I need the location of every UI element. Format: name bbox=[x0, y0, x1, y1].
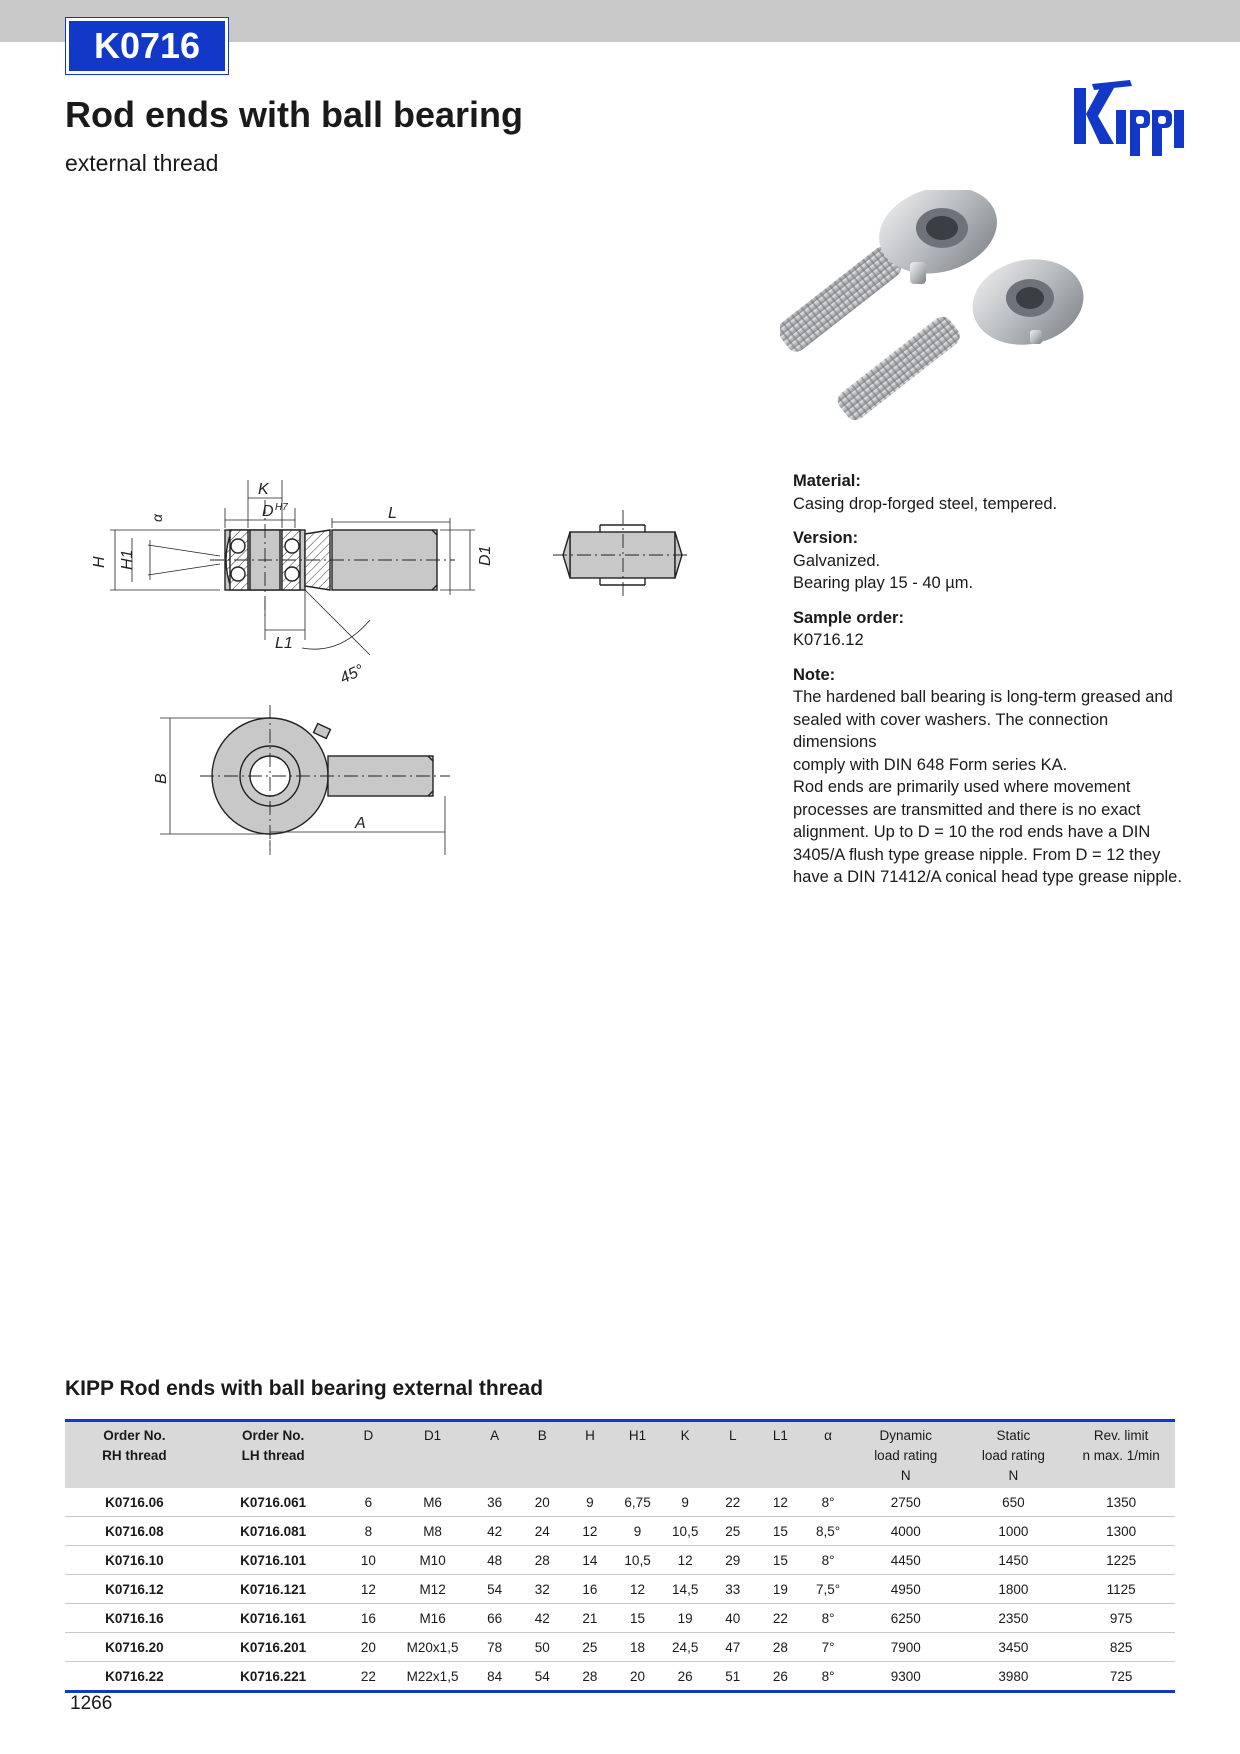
table-cell: 10,5 bbox=[661, 1517, 709, 1546]
table-cell: 1300 bbox=[1067, 1517, 1175, 1546]
column-header bbox=[661, 1421, 709, 1489]
spec-block bbox=[793, 527, 1183, 595]
table-cell: M22x1,5 bbox=[394, 1662, 471, 1692]
column-header-line: Order No. bbox=[103, 1428, 166, 1443]
table-cell: 36 bbox=[471, 1488, 519, 1517]
table-cell: 84 bbox=[471, 1662, 519, 1692]
column-header-line: Order No. bbox=[241, 1428, 305, 1443]
table-cell: 12 bbox=[566, 1517, 614, 1546]
dimensions-table bbox=[65, 1419, 1175, 1693]
spec-label: Material: bbox=[793, 472, 861, 490]
table-cell: 9 bbox=[661, 1488, 709, 1517]
column-header bbox=[960, 1421, 1068, 1489]
table-cell: K0716.081 bbox=[204, 1517, 343, 1546]
dim-label-d1: D1 bbox=[477, 545, 494, 566]
spec-line: K0716.12 bbox=[793, 631, 864, 649]
table-cell: K0716.12 bbox=[65, 1575, 204, 1604]
table-cell: 28 bbox=[757, 1633, 805, 1662]
spec-label: Version: bbox=[793, 529, 859, 547]
table-cell: 1350 bbox=[1067, 1488, 1175, 1517]
spec-line: alignment. Up to D = 10 the rod ends have a DIN bbox=[793, 823, 1151, 841]
column-header-line: L1 bbox=[772, 1428, 788, 1443]
table-row bbox=[65, 1633, 1175, 1662]
table-cell: 14,5 bbox=[661, 1575, 709, 1604]
table-cell: 28 bbox=[566, 1662, 614, 1692]
table-cell: 1000 bbox=[960, 1517, 1068, 1546]
product-photo bbox=[780, 190, 1130, 440]
spec-line: 3405/A flush type grease nipple. From D = 12 they bbox=[793, 845, 1161, 864]
spec-line: Galvanized. bbox=[793, 551, 881, 570]
table-cell: 25 bbox=[566, 1633, 614, 1662]
table-cell: 2750 bbox=[852, 1488, 960, 1517]
table-cell: 20 bbox=[614, 1662, 662, 1692]
table-cell: 19 bbox=[757, 1575, 805, 1604]
table-cell: 3450 bbox=[960, 1633, 1068, 1662]
table-title: KIPP Rod ends with ball bearing external thread bbox=[65, 1377, 544, 1400]
table-cell: M10 bbox=[394, 1546, 471, 1575]
table-cell: 825 bbox=[1067, 1633, 1175, 1662]
table-cell: 47 bbox=[709, 1633, 757, 1662]
table-cell: 24 bbox=[519, 1517, 567, 1546]
table-row bbox=[65, 1546, 1175, 1575]
spec-block bbox=[793, 607, 1183, 652]
table-cell: 16 bbox=[566, 1575, 614, 1604]
table-cell: M16 bbox=[394, 1604, 471, 1633]
dim-label-angle: 45° bbox=[337, 661, 367, 688]
table-cell: 50 bbox=[519, 1633, 567, 1662]
table-header-row bbox=[65, 1421, 1175, 1489]
dim-label-h: H bbox=[91, 556, 108, 568]
dim-label-l1: L1 bbox=[275, 635, 293, 652]
table-cell: 6,75 bbox=[614, 1488, 662, 1517]
column-header-line: LH thread bbox=[241, 1448, 305, 1463]
column-header-line: D1 bbox=[423, 1428, 442, 1443]
column-header-line: load rating bbox=[981, 1448, 1045, 1463]
column-header-line: K bbox=[680, 1428, 690, 1443]
technical-drawing bbox=[70, 480, 710, 860]
table-cell: 32 bbox=[519, 1575, 567, 1604]
table-cell: 28 bbox=[519, 1546, 567, 1575]
table-cell: K0716.121 bbox=[204, 1575, 343, 1604]
table-cell: 8° bbox=[804, 1488, 852, 1517]
column-header-line: Rev. limit bbox=[1093, 1428, 1149, 1443]
table-cell: 54 bbox=[519, 1662, 567, 1692]
column-header bbox=[804, 1421, 852, 1489]
table-row bbox=[65, 1662, 1175, 1692]
page-title: Rod ends with ball bearing bbox=[65, 94, 524, 135]
column-header-line: B bbox=[537, 1428, 547, 1443]
table-cell: 25 bbox=[709, 1517, 757, 1546]
table-cell: 975 bbox=[1067, 1604, 1175, 1633]
table-cell: 12 bbox=[343, 1575, 395, 1604]
table-cell: 20 bbox=[343, 1633, 395, 1662]
table-cell: 4950 bbox=[852, 1575, 960, 1604]
dim-label-l: L bbox=[388, 505, 397, 522]
table-cell: 3980 bbox=[960, 1662, 1068, 1692]
column-header bbox=[394, 1421, 471, 1489]
table-cell: 1225 bbox=[1067, 1546, 1175, 1575]
specifications-block bbox=[793, 470, 1183, 901]
table-cell: K0716.201 bbox=[204, 1633, 343, 1662]
table-cell: 9 bbox=[566, 1488, 614, 1517]
table-cell: M8 bbox=[394, 1517, 471, 1546]
column-header-line: load rating bbox=[874, 1448, 938, 1463]
table-cell: 26 bbox=[757, 1662, 805, 1692]
table-cell: 66 bbox=[471, 1604, 519, 1633]
table-row bbox=[65, 1517, 1175, 1546]
table-cell: 15 bbox=[614, 1604, 662, 1633]
column-header-line: α bbox=[824, 1428, 832, 1443]
table-cell: 8° bbox=[804, 1604, 852, 1633]
table-cell: M12 bbox=[394, 1575, 471, 1604]
spec-line: comply with DIN 648 Form series KA. bbox=[793, 755, 1068, 774]
table-cell: 2350 bbox=[960, 1604, 1068, 1633]
dim-label-a: A bbox=[355, 815, 366, 832]
table-cell: K0716.06 bbox=[65, 1488, 204, 1517]
table-cell: 9 bbox=[614, 1517, 662, 1546]
table-cell: 10 bbox=[343, 1546, 395, 1575]
column-header-line: Static bbox=[996, 1428, 1031, 1443]
table-cell: 26 bbox=[661, 1662, 709, 1692]
kipp-logo-icon bbox=[1070, 76, 1190, 158]
table-cell: 7,5° bbox=[804, 1575, 852, 1604]
spec-line: Rod ends are primarily used where movement bbox=[793, 778, 1131, 796]
dim-label-dh7: H7 bbox=[275, 502, 288, 513]
table-cell: 7900 bbox=[852, 1633, 960, 1662]
table-row bbox=[65, 1575, 1175, 1604]
column-header-line: n max. 1/min bbox=[1082, 1448, 1160, 1463]
dim-label-d: D bbox=[262, 503, 274, 520]
dim-label-alpha: α bbox=[149, 514, 165, 522]
spec-line: sealed with cover washers. The connection dimensions bbox=[793, 710, 1109, 751]
column-header-line: H1 bbox=[628, 1428, 647, 1443]
page-subtitle: external thread bbox=[65, 150, 219, 176]
table-cell: 42 bbox=[471, 1517, 519, 1546]
table-cell: 9300 bbox=[852, 1662, 960, 1692]
table-cell: 40 bbox=[709, 1604, 757, 1633]
table-cell: K0716.16 bbox=[65, 1604, 204, 1633]
table-cell: 8° bbox=[804, 1546, 852, 1575]
table-cell: 18 bbox=[614, 1633, 662, 1662]
table-cell: M20x1,5 bbox=[394, 1633, 471, 1662]
table-cell: 22 bbox=[757, 1604, 805, 1633]
table-cell: 650 bbox=[960, 1488, 1068, 1517]
table-cell: 6250 bbox=[852, 1604, 960, 1633]
table-cell: 51 bbox=[709, 1662, 757, 1692]
table-cell: M6 bbox=[394, 1488, 471, 1517]
column-header-line: Dynamic bbox=[879, 1428, 932, 1443]
table-cell: 12 bbox=[757, 1488, 805, 1517]
spec-block bbox=[793, 664, 1183, 889]
column-header-line: N bbox=[900, 1468, 911, 1483]
spec-line: The hardened ball bearing is long-term greased and bbox=[793, 688, 1173, 706]
column-header bbox=[519, 1421, 567, 1489]
spec-line: processes are transmitted and there is no exact bbox=[793, 800, 1141, 819]
column-header-line: RH thread bbox=[102, 1448, 167, 1463]
table-cell: 15 bbox=[757, 1517, 805, 1546]
table-cell: K0716.10 bbox=[65, 1546, 204, 1575]
column-header bbox=[343, 1421, 395, 1489]
table-cell: 1125 bbox=[1067, 1575, 1175, 1604]
table-cell: 8° bbox=[804, 1662, 852, 1692]
table-cell: K0716.221 bbox=[204, 1662, 343, 1692]
dim-label-b: B bbox=[153, 773, 170, 784]
table-cell: 4000 bbox=[852, 1517, 960, 1546]
table-cell: K0716.101 bbox=[204, 1546, 343, 1575]
spec-line: Casing drop-forged steel, tempered. bbox=[793, 494, 1058, 513]
table-cell: 54 bbox=[471, 1575, 519, 1604]
column-header bbox=[65, 1421, 204, 1489]
spec-line: Bearing play 15 - 40 µm. bbox=[793, 574, 974, 592]
table-cell: K0716.061 bbox=[204, 1488, 343, 1517]
column-header bbox=[709, 1421, 757, 1489]
table-cell: 78 bbox=[471, 1633, 519, 1662]
table-cell: K0716.20 bbox=[65, 1633, 204, 1662]
table-row bbox=[65, 1488, 1175, 1517]
spec-label: Note: bbox=[793, 665, 836, 684]
table-cell: 725 bbox=[1067, 1662, 1175, 1692]
column-header bbox=[1067, 1421, 1175, 1489]
table-cell: 12 bbox=[614, 1575, 662, 1604]
table-cell: K0716.161 bbox=[204, 1604, 343, 1633]
table-cell: 10,5 bbox=[614, 1546, 662, 1575]
table-cell: K0716.08 bbox=[65, 1517, 204, 1546]
column-header-line: D bbox=[363, 1428, 374, 1443]
table-cell: 22 bbox=[343, 1662, 395, 1692]
spec-block bbox=[793, 470, 1183, 515]
table-cell: 8,5° bbox=[804, 1517, 852, 1546]
table-cell: 4450 bbox=[852, 1546, 960, 1575]
column-header bbox=[471, 1421, 519, 1489]
table-cell: 1450 bbox=[960, 1546, 1068, 1575]
table-cell: 6 bbox=[343, 1488, 395, 1517]
table-cell: 21 bbox=[566, 1604, 614, 1633]
spec-line: have a DIN 71412/A conical head type grease nipple. bbox=[793, 868, 1182, 886]
product-code-badge: K0716 bbox=[66, 18, 228, 74]
column-header bbox=[614, 1421, 662, 1489]
table-cell: 29 bbox=[709, 1546, 757, 1575]
table-cell: 16 bbox=[343, 1604, 395, 1633]
table-cell: 33 bbox=[709, 1575, 757, 1604]
dim-label-h1: H1 bbox=[119, 549, 136, 570]
table-cell: 48 bbox=[471, 1546, 519, 1575]
column-header bbox=[204, 1421, 343, 1489]
table-cell: 15 bbox=[757, 1546, 805, 1575]
table-cell: 7° bbox=[804, 1633, 852, 1662]
column-header-line: L bbox=[729, 1428, 737, 1443]
table-row bbox=[65, 1604, 1175, 1633]
table-cell: K0716.22 bbox=[65, 1662, 204, 1692]
column-header-line: A bbox=[490, 1428, 500, 1443]
spec-label: Sample order: bbox=[793, 608, 904, 627]
table-cell: 14 bbox=[566, 1546, 614, 1575]
table-cell: 12 bbox=[661, 1546, 709, 1575]
column-header-line: N bbox=[1008, 1468, 1019, 1483]
table-cell: 1800 bbox=[960, 1575, 1068, 1604]
table-cell: 24,5 bbox=[661, 1633, 709, 1662]
table-cell: 8 bbox=[343, 1517, 395, 1546]
dim-label-k: K bbox=[258, 481, 269, 498]
table-cell: 20 bbox=[519, 1488, 567, 1517]
page-number: 1266 bbox=[70, 1693, 113, 1714]
table-cell: 42 bbox=[519, 1604, 567, 1633]
table-cell: 22 bbox=[709, 1488, 757, 1517]
column-header bbox=[566, 1421, 614, 1489]
column-header bbox=[852, 1421, 960, 1489]
column-header bbox=[757, 1421, 805, 1489]
table-cell: 19 bbox=[661, 1604, 709, 1633]
column-header-line: H bbox=[585, 1428, 595, 1443]
